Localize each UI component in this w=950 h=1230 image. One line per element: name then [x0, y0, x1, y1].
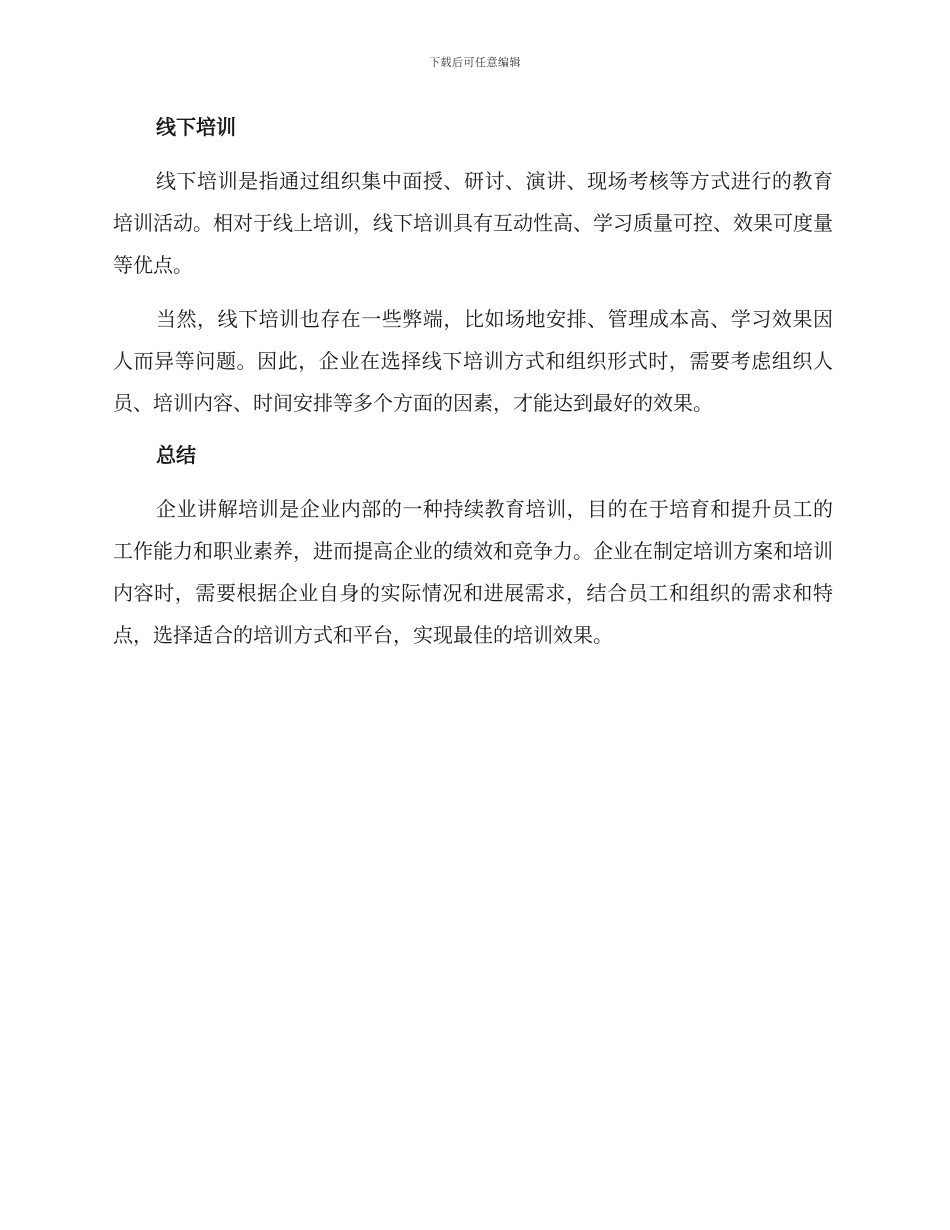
paragraph-summary: 企业讲解培训是企业内部的一种持续教育培训，目的在于培育和提升员工的工作能力和职业素养，进而提高企业的绩效和竞争力。企业在制定培训方案和培训内容时，需要根据企业自身的实际情况和进展需求，结合员工和组织的需求和特点，选择适合的培训方式和平台，实现最佳的培训效果。	[113, 497, 833, 647]
document-body	[113, 110, 833, 656]
section-heading-summary: 总结	[156, 443, 196, 467]
paragraph-offline-drawbacks: 当然，线下培训也存在一些弊端，比如场地安排、管理成本高、学习效果因人而异等问题。因此，企业在选择线下培训方式和组织形式时，需要考虑组织人员、培训内容、时间安排等多个方面的因素，才能达到最好的效果。	[113, 307, 833, 415]
section-heading-offline-training: 线下培训	[156, 115, 236, 139]
paragraph-offline-definition: 线下培训是指通过组织集中面授、研讨、演讲、现场考核等方式进行的教育培训活动。相对于线上培训，线下培训具有互动性高、学习质量可控、效果可度量等优点。	[113, 169, 833, 277]
page-header-note: 下载后可任意编辑	[429, 56, 521, 69]
